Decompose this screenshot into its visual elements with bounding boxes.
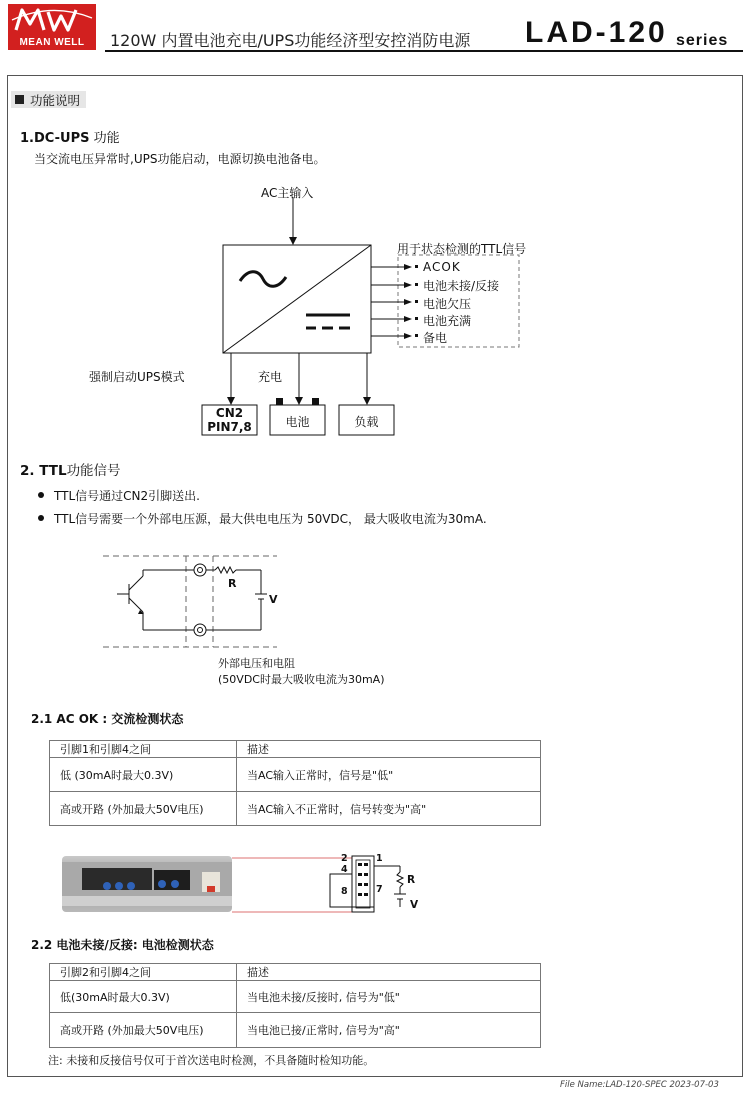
- acok-table: [49, 740, 541, 826]
- connector-voltage-label: V: [410, 899, 419, 911]
- ttl-output-circuit: [95, 548, 285, 653]
- pin-label-4: 4: [341, 864, 348, 875]
- table-cell: 当电池已接/正常时, 信号为"高": [237, 1013, 541, 1048]
- table-cell: 当AC输入正常时，信号是"低": [237, 758, 541, 792]
- mean-well-logo: [8, 4, 96, 50]
- table-cell: 高或开路 (外加最大50V电压): [50, 792, 237, 826]
- bullet-icon: [38, 515, 44, 521]
- table-header-cell: 描述: [237, 741, 541, 758]
- ttl-voltage-label: V: [269, 593, 278, 606]
- battery-detect-heading: 2.2 电池未接/反接: 电池检测状态: [31, 938, 214, 952]
- product-photo: [62, 856, 232, 912]
- table-row: [50, 758, 541, 792]
- bullet-icon: [38, 492, 44, 498]
- pin-label-2: 2: [341, 853, 348, 864]
- ttl-signal-title: 用于状态检测的TTL信号: [397, 242, 527, 256]
- cn2-connector-diagram: [230, 852, 420, 917]
- ttl-heading-bold: 2. TTL: [20, 463, 67, 479]
- square-bullet-icon: [15, 95, 24, 104]
- dc-ups-heading-bold: 1.DC-UPS: [20, 131, 90, 146]
- dc-ups-heading: [20, 127, 120, 146]
- signal-backup: 备电: [423, 331, 448, 345]
- battery-detect-note: 注: 未接和反接信号仅可于首次送电时检测，不具备随时检知功能。: [48, 1054, 375, 1067]
- file-footer: File Name:LAD-120-SPEC 2023-07-03: [560, 1080, 719, 1090]
- table-row: [50, 792, 541, 826]
- table-cell: 低(30mA时最大0.3V): [50, 981, 237, 1013]
- product-photo-drawing: [62, 856, 232, 912]
- table-row: [50, 1013, 541, 1048]
- table-cell: 当AC输入不正常时，信号转变为"高": [237, 792, 541, 826]
- table-header-cell: 引脚2和引脚4之间: [50, 964, 237, 981]
- charge-label: 充电: [258, 370, 283, 384]
- pin-label-1: 1: [376, 853, 383, 864]
- ttl-resistor-label: R: [228, 577, 237, 590]
- table-header-row: [50, 741, 541, 758]
- signal-battery-full: 电池充满: [423, 314, 472, 328]
- ttl-bullet-2: TTL信号需要一个外部电压源，最大供电电压为 50VDC， 最大吸收电流为30mA.: [54, 512, 487, 526]
- pin-label-8: 8: [341, 886, 348, 897]
- section-tag-label: 功能说明: [30, 92, 81, 108]
- table-header-row: [50, 964, 541, 981]
- battery-box-label: 电池: [285, 415, 310, 429]
- mw-logo-mark: [8, 4, 96, 34]
- table-header-cell: 引脚1和引脚4之间: [50, 741, 237, 758]
- table-row: [50, 981, 541, 1013]
- circuit-caption-2: (50VDC时最大吸收电流为30mA): [218, 673, 385, 686]
- table-header-cell: 描述: [237, 964, 541, 981]
- table-cell: 当电池未接/反接时, 信号为"低": [237, 981, 541, 1013]
- forced-ups-label: 强制启动UPS模式: [89, 370, 185, 384]
- connector-resistor-label: R: [407, 874, 416, 886]
- dc-ups-heading-cn: 功能: [89, 131, 120, 146]
- cn2-label: CN2: [215, 406, 244, 420]
- logo-wordmark: MEAN WELL: [19, 37, 85, 48]
- model-number: LAD-120: [525, 16, 668, 49]
- ttl-bullet-1: TTL信号通过CN2引脚送出.: [54, 489, 200, 503]
- signal-battery-low: 电池欠压: [423, 297, 472, 311]
- load-box-label: 负载: [354, 415, 379, 429]
- dc-ups-block-diagram: [0, 175, 750, 440]
- acok-heading: 2.1 AC OK : 交流检测状态: [31, 712, 184, 726]
- header-rule: [105, 50, 743, 52]
- ttl-heading-cn: 功能信号: [66, 463, 121, 479]
- table-cell: 低 (30mA时最大0.3V): [50, 758, 237, 792]
- signal-battery-missing: 电池未接/反接: [423, 279, 500, 293]
- cn2-pins-label: PIN7,8: [207, 420, 252, 434]
- ttl-heading: [20, 459, 121, 479]
- pin-label-7: 7: [376, 884, 383, 895]
- section-tag: [11, 91, 86, 108]
- signal-acok: ACOK: [423, 260, 461, 274]
- circuit-caption-1: 外部电压和电阻: [218, 657, 295, 670]
- ac-input-label: AC主输入: [261, 186, 314, 200]
- dc-ups-description: 当交流电压异常时,UPS功能启动，电源切换电池备电。: [34, 152, 326, 166]
- series-label: series: [676, 32, 729, 49]
- page-title: 120W 内置电池充电/UPS功能经济型安控消防电源: [110, 31, 471, 50]
- battery-detect-table: [49, 963, 541, 1048]
- table-cell: 高或开路 (外加最大50V电压): [50, 1013, 237, 1048]
